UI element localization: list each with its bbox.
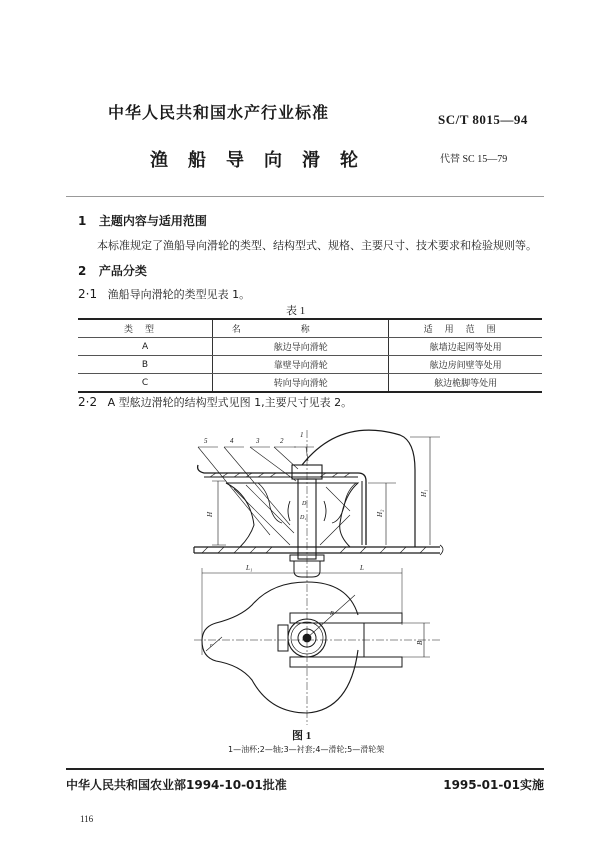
part-labels (204, 431, 304, 445)
clause-2-1 (78, 286, 250, 302)
dim-label-l1: L₁ (246, 564, 253, 572)
section-1-text: 本标准规定了渔船导向滑轮的类型、结构型式、规格、主要尺寸、技术要求和检验规则等。 (97, 239, 537, 252)
approval-date: 中华人民共和国农业部1994-10-01批准 (66, 778, 287, 792)
section-1-heading (78, 212, 207, 229)
svg-text:5: 5 (204, 437, 208, 445)
svg-text:4: 4 (230, 437, 234, 445)
cell-type: B (78, 356, 213, 374)
section-2-heading (78, 262, 147, 279)
clause-text: A 型舷边滑轮的结构型式见图 1,主要尺寸见表 2。 (107, 396, 353, 409)
table-header-row (78, 319, 542, 338)
dim-label-r-lower: r (210, 643, 213, 649)
cell-scope: 舷边桅脚等处用 (389, 374, 542, 393)
standard-number: SC/T 8015—94 (438, 112, 528, 127)
document-title: 渔船导向滑轮 (150, 150, 378, 171)
clause-2-2 (78, 394, 352, 410)
cell-scope: 舷边房间壁等处用 (389, 356, 542, 374)
cell-name: 舷边导向滑轮 (213, 338, 389, 356)
footer-divider (66, 768, 544, 770)
header-divider (66, 196, 544, 197)
section-title: 主题内容与适用范围 (98, 214, 207, 228)
column-header-type: 类型 (78, 319, 213, 338)
table-1 (78, 318, 542, 393)
section-number: 1 (78, 214, 87, 228)
issuing-organization: 中华人民共和国水产行业标准 (108, 103, 330, 122)
table-row (78, 374, 542, 393)
svg-text:3: 3 (256, 437, 260, 445)
cell-type: C (78, 374, 213, 393)
page-number: 116 (80, 814, 94, 824)
section-number: 2 (78, 264, 87, 278)
dim-label-r-upper: R (330, 611, 334, 617)
table-row (78, 338, 542, 356)
clause-text: 渔船导向滑轮的类型见表 1。 (107, 288, 251, 301)
figure-1-legend: 1—油杯;2—轴;3—衬套;4—滑轮;5—滑轮架 (228, 745, 385, 754)
clause-number: 2·2 (78, 395, 98, 409)
dim-label-h: H (206, 511, 214, 517)
column-header-scope: 适用范围 (389, 319, 542, 338)
dim-label-d1: D₁ (300, 515, 307, 521)
dim-label-h2: H₂ (376, 509, 384, 517)
table-row (78, 356, 542, 374)
effective-date: 1995-01-01实施 (443, 778, 544, 792)
dim-label-l: L (360, 564, 364, 572)
figure-1-caption: 图 1 (292, 730, 312, 742)
replaces-note: 代替 SC 15—79 (440, 154, 508, 165)
cell-scope: 舷墙边起网等处用 (389, 338, 542, 356)
dim-label-d: D (302, 501, 307, 507)
svg-text:1: 1 (300, 431, 304, 439)
clause-number: 2·1 (78, 287, 98, 301)
figure-1-drawing (190, 425, 450, 725)
column-header-name: 名称 (213, 319, 389, 338)
section-title: 产品分类 (98, 264, 147, 278)
dim-label-h1: H₁ (420, 489, 428, 497)
leader-lines (198, 447, 314, 535)
cell-name: 靠壁导向滑轮 (213, 356, 389, 374)
table-1-caption: 表 1 (286, 305, 306, 317)
dim-label-b: B (416, 640, 424, 645)
cell-type: A (78, 338, 213, 356)
svg-text:2: 2 (280, 437, 284, 445)
cell-name: 转向导向滑轮 (213, 374, 389, 393)
